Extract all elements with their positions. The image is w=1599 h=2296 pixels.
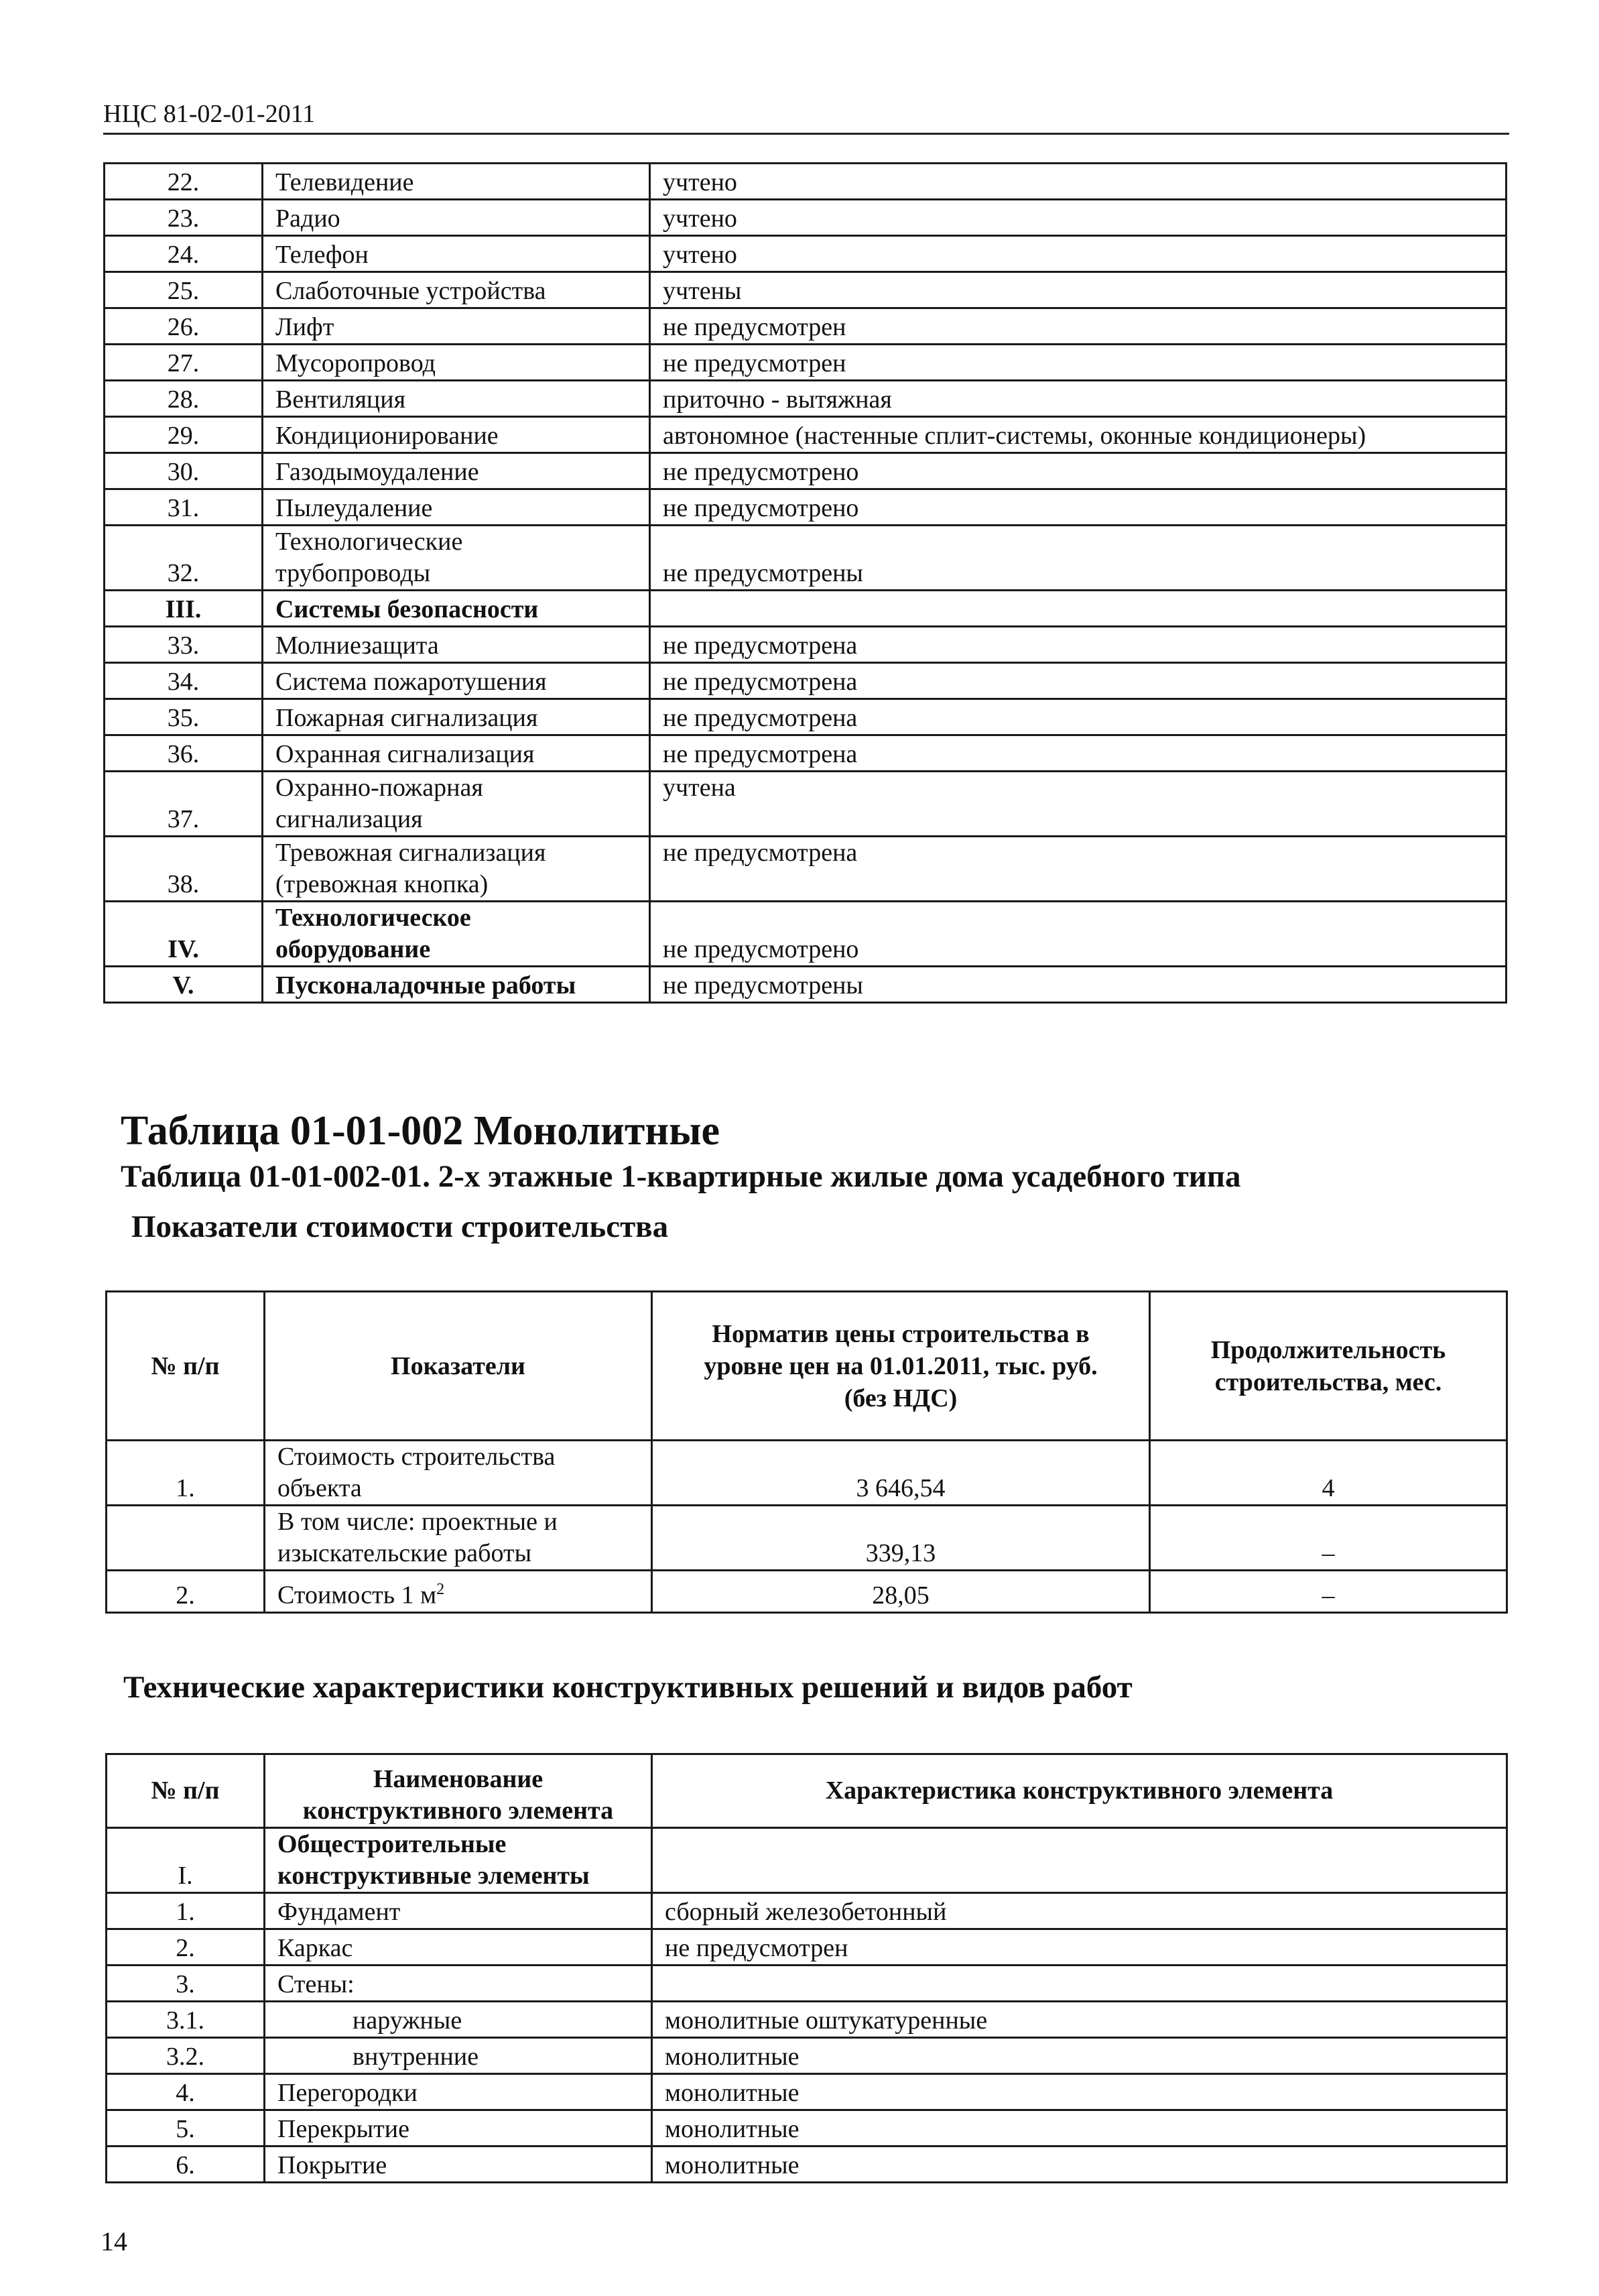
table-header-row: № п/п Наименование конструктивного элемента Характеристика конструктивного элемента [107, 1754, 1507, 1828]
section-title: Таблица 01-01-002 Монолитные [121, 1108, 720, 1154]
table-row: 1. Фундамент сборный железобетонный [107, 1893, 1507, 1929]
table-header-row: № п/п Показатели Норматив цены строительства в уровне цен на 01.01.2011, тыс. руб. (без НДС) Продолжительность строительства, мес. [107, 1292, 1507, 1441]
table-row: 5. Перекрытие монолитные [107, 2110, 1507, 2147]
table-row: 37. Охранно-пожарная сигнализация учтена [105, 772, 1507, 837]
table-row: 22. Телевидение учтено [105, 164, 1507, 200]
table-row: 3. Стены: [107, 1966, 1507, 2002]
table-row: 2. Каркас не предусмотрен [107, 1929, 1507, 1966]
section-row: IV. Технологическое оборудование не предусмотрено [105, 902, 1507, 967]
table-row: 24. Телефон учтено [105, 236, 1507, 272]
tech-heading: Технические характеристики конструктивных решений и видов работ [123, 1670, 1133, 1705]
page-number: 14 [101, 2226, 127, 2256]
header-divider [103, 133, 1509, 135]
table-row: 3.2. внутренние монолитные [107, 2038, 1507, 2074]
table-row: 30. Газодымоудаление не предусмотрено [105, 453, 1507, 489]
table-row: 33. Молниезащита не предусмотрена [105, 627, 1507, 663]
section-row: III. Системы безопасности [105, 591, 1507, 627]
table-row: 4. Перегородки монолитные [107, 2074, 1507, 2110]
table-row: 27. Мусоропровод не предусмотрен [105, 345, 1507, 381]
table-row: 29. Кондиционирование автономное (настенные сплит-системы, оконные кондиционеры) [105, 417, 1507, 453]
table-row: 6. Покрытие монолитные [107, 2147, 1507, 2183]
table-row: 1. Стоимость строительства объекта 3 646,54 4 [107, 1441, 1507, 1506]
section-subtitle: Таблица 01-01-002-01. 2-х этажные 1-квартирные жилые дома усадебного типа [121, 1159, 1241, 1194]
table-row: 2. Стоимость 1 $м^2$ 28,05 – [107, 1571, 1507, 1613]
cost-table [105, 1290, 1508, 1614]
section-row: I. Общестроительные конструктивные элементы [107, 1828, 1507, 1893]
systems-table [103, 162, 1507, 1004]
tech-table [105, 1753, 1508, 2183]
table-row: 35. Пожарная сигнализация не предусмотрена [105, 699, 1507, 735]
document-code: НЦС 81-02-01-2011 [103, 100, 316, 128]
table-row: 3.1. наружные монолитные оштукатуренные [107, 2002, 1507, 2038]
table-row: 32. Технологические трубопроводы не предусмотрены [105, 526, 1507, 591]
table-row: 25. Слаботочные устройства учтены [105, 272, 1507, 308]
section-row: V. Пусконаладочные работы не предусмотрены [105, 967, 1507, 1003]
table-row: 23. Радио учтено [105, 200, 1507, 236]
cost-heading: Показатели стоимости строительства [131, 1209, 669, 1244]
table-row: В том числе: проектные и изыскательские работы 339,13 – [107, 1506, 1507, 1571]
table-row: 36. Охранная сигнализация не предусмотрена [105, 735, 1507, 772]
table-row: 28. Вентиляция приточно - вытяжная [105, 381, 1507, 417]
table-row: 34. Система пожаротушения не предусмотрена [105, 663, 1507, 699]
table-row: 26. Лифт не предусмотрен [105, 308, 1507, 345]
table-row: 31. Пылеудаление не предусмотрено [105, 489, 1507, 526]
table-row: 38. Тревожная сигнализация (тревожная кнопка) не предусмотрена [105, 837, 1507, 902]
